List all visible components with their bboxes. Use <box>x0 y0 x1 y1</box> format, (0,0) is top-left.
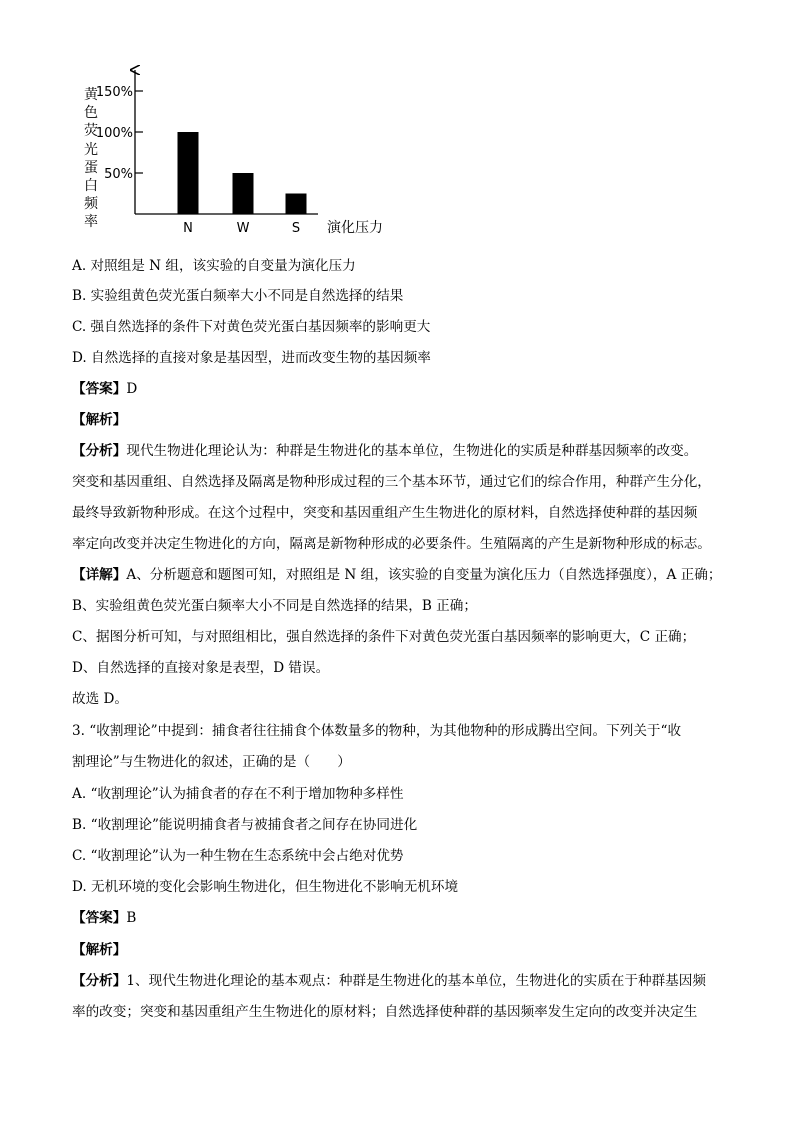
q3-answer-label: 【答案】 <box>72 910 127 926</box>
q3-answer-value: B <box>126 910 137 926</box>
chart-y-tick-label: 150% <box>95 85 133 100</box>
q3-answer <box>72 908 136 928</box>
chart-x-tick-label: W <box>236 221 250 236</box>
yellow-fluorescent-protein-bar-chart <box>78 62 408 242</box>
q2-xiangjie-label: 【详解】 <box>72 567 127 583</box>
chart-bar-w <box>233 173 254 214</box>
q2-xiangjie-line-2: B、实验组黄色荧光蛋白频率大小不同是自然选择的结果，B 正确； <box>72 598 477 614</box>
q2-xiangjie-line-1: 【详解】A、分析题意和题图可知，对照组是 N 组，该实验的自变量为演化压力（自然选择强度），A 正确； <box>72 567 722 583</box>
chart-bar-s <box>286 194 307 215</box>
q2-xiangjie-line-4: D、自然选择的直接对象是表型，D 错误。 <box>72 660 330 676</box>
q3-stem-line-2: 割理论”与生物进化的叙述，正确的是（ ） <box>72 754 351 770</box>
q2-answer <box>72 379 137 399</box>
chart-y-tick-label: 100% <box>95 126 133 141</box>
q2-option-c: C. 强自然选择的条件下对黄色荧光蛋白基因频率的影响更大 <box>72 319 431 335</box>
q2-analysis-label: 【解析】 <box>72 412 127 428</box>
q2-answer-value: D <box>126 381 138 397</box>
q2-option-b: B. 实验组黄色荧光蛋白频率大小不同是自然选择的结果 <box>72 288 404 304</box>
chart-y-label-char: 色 <box>84 105 98 122</box>
chart-axes <box>135 70 318 214</box>
chart-bars <box>178 132 307 214</box>
chart-y-ticks <box>96 85 143 182</box>
q2-fenxi-line-2: 突变和基因重组、自然选择及隔离是物种形成过程的三个基本环节，通过它们的综合作用，种群产生分化， <box>72 474 711 490</box>
chart-x-labels <box>183 221 300 236</box>
chart-y-label-char: 光 <box>84 141 98 158</box>
q2-fenxi-label: 【分析】 <box>72 443 127 459</box>
q2-fenxi-line-3: 最终导致新物种形成。在这个过程中，突变和基因重组产生生物进化的原材料，自然选择使种群的基因频 <box>72 505 698 521</box>
chart-bar-n <box>178 132 199 214</box>
q2-option-a: A. 对照组是 N 组，该实验的自变量为演化压力 <box>72 258 356 274</box>
q3-option-b: B. “收割理论”能说明捕食者与被捕食者之间存在协同进化 <box>72 817 418 833</box>
q2-fenxi-line-4: 率定向改变并决定生物进化的方向，隔离是新物种形成的必要条件。生殖隔离的产生是新物种形成的标志。 <box>72 536 711 552</box>
chart-y-label-char: 黄 <box>84 87 98 103</box>
q3-fenxi-line-2: 率的改变；突变和基因重组产生生物进化的原材料；自然选择使种群的基因频率发生定向的改变并决定生 <box>72 1004 698 1020</box>
q2-answer-label: 【答案】 <box>72 381 127 397</box>
q2-fenxi-line-1: 【分析】现代生物进化理论认为：种群是生物进化的基本单位，生物进化的实质是种群基因频率的改变。 <box>72 443 698 459</box>
chart-y-label-char: 频 <box>84 196 98 213</box>
q3-fenxi-label: 【分析】 <box>72 973 127 989</box>
q3-option-d: D. 无机环境的变化会影响生物进化，但生物进化不影响无机环境 <box>72 879 459 895</box>
chart-y-label-char: 率 <box>84 214 98 231</box>
q2-xiangjie-line-3: C、据图分析可知，与对照组相比，强自然选择的条件下对黄色荧光蛋白基因频率的影响更大，C 正确； <box>72 629 696 645</box>
chart-y-axis-label <box>82 86 100 232</box>
q2-conclusion: 故选 D。 <box>72 691 129 707</box>
chart-y-label-char: 蛋 <box>84 159 98 176</box>
chart-x-tick-label: N <box>183 221 193 236</box>
chart-y-tick-label: 50% <box>104 167 133 182</box>
chart-x-axis-label: 演化压力 <box>327 220 383 236</box>
q3-analysis-label: 【解析】 <box>72 942 127 958</box>
chart-x-tick-label: S <box>291 221 301 236</box>
q3-option-c: C. “收割理论”认为一种生物在生态系统中会占绝对优势 <box>72 848 404 864</box>
chart-y-label-char: 荧 <box>84 123 98 140</box>
q3-option-a: A. “收割理论”认为捕食者的存在不利于增加物种多样性 <box>72 786 404 802</box>
chart-y-label-char: 白 <box>84 178 98 195</box>
q2-option-d: D. 自然选择的直接对象是基因型，进而改变生物的基因频率 <box>72 350 431 366</box>
q3-stem-line-1: 3. “收割理论”中提到：捕食者往往捕食个体数量多的物种，为其他物种的形成腾出空间。下列关于“收 <box>72 723 682 739</box>
q3-fenxi-line-1: 【分析】1、现代生物进化理论的基本观点：种群是生物进化的基本单位，生物进化的实质在于种群基因频 <box>72 973 706 989</box>
